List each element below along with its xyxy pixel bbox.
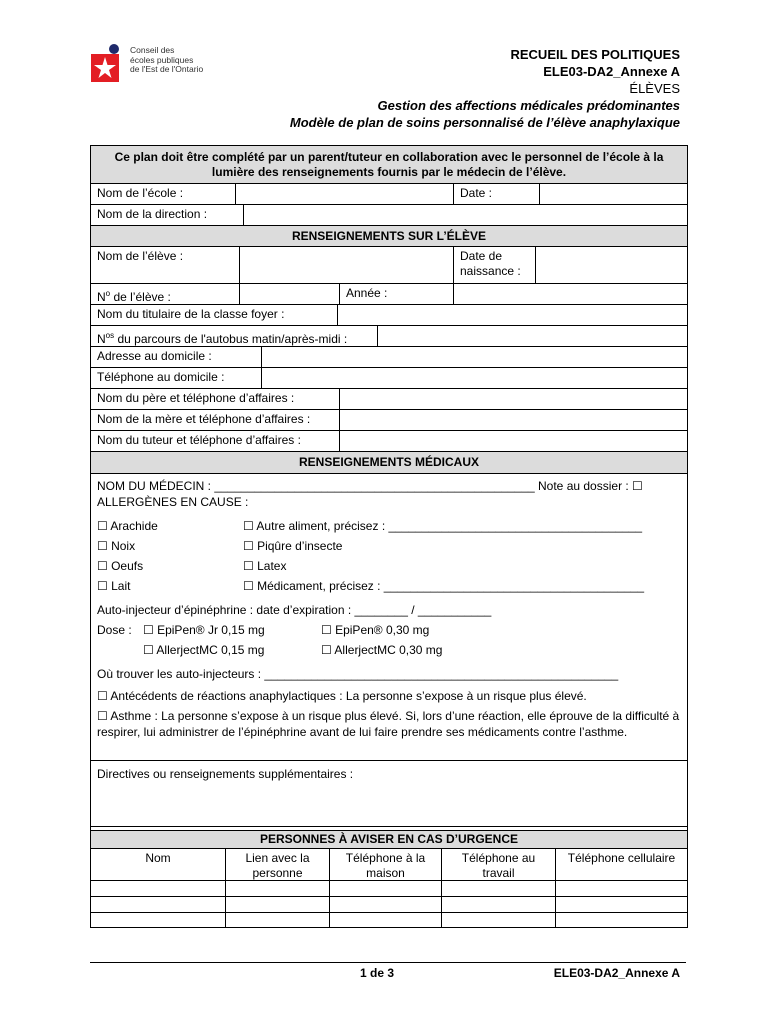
care-plan-form: [90, 145, 688, 928]
contacts-header-row: [91, 848, 687, 880]
logo-text: Conseil des écoles publiques de l'Est de l'Ontario: [130, 45, 204, 74]
direction-row: [91, 204, 687, 225]
logo-star-icon: [88, 42, 128, 84]
latex-checkbox[interactable]: ☐ Latex: [243, 559, 287, 573]
medical-info-block: [91, 473, 687, 760]
school-label: Nom de l’école :: [97, 186, 184, 200]
school-row: [91, 183, 687, 204]
year-label: Année :: [339, 284, 453, 304]
student-number-field[interactable]: [239, 284, 339, 304]
intro-text: Ce plan doit être complété par un parent/tuteur en collaboration avec le personnel de l’école à la lumière des renseignements fournis par le médecin de l’élève.: [114, 150, 664, 179]
contact-row[interactable]: [91, 912, 687, 927]
date-label: Date :: [453, 184, 539, 204]
bus-field[interactable]: [377, 326, 687, 346]
bus-row: [91, 325, 687, 346]
school-field[interactable]: [235, 184, 453, 204]
student-section-title: RENSEIGNEMENTS SUR L’ÉLÈVE: [291, 229, 487, 243]
phone-label: Téléphone au domicile :: [97, 370, 225, 384]
header-collection: RECUEIL DES POLITIQUES: [510, 47, 680, 62]
asthma-checkbox[interactable]: ☐ Asthme : La personne s’expose à un risque plus élevé. Si, lors d’une réaction, elle éprouve de la difficulté à respirer, lui administrer de l’épinéphrine avant de lui faire prendre ses médicaments contre l’asthme.: [97, 709, 680, 739]
allergens-label: ALLERGÈNES EN CAUSE :: [97, 495, 249, 509]
dose-label: Dose :: [97, 623, 132, 637]
teacher-field[interactable]: [337, 305, 687, 325]
logo: [88, 42, 218, 86]
doctor-line[interactable]: NOM DU MÉDECIN : ________________________________________________ Note au dossier : ☐: [97, 479, 643, 493]
address-label: Adresse au domicile :: [97, 349, 212, 363]
other-food-checkbox[interactable]: ☐ Autre aliment, précisez : ______________________________________: [243, 519, 643, 533]
peanut-checkbox[interactable]: ☐ Arachide: [97, 519, 158, 533]
student-number-row: [91, 283, 687, 304]
address-row: [91, 346, 687, 367]
year-field[interactable]: [453, 284, 687, 304]
col-relation: Lien avec la personne: [225, 849, 329, 880]
student-name-label: Nom de l’élève :: [97, 249, 184, 263]
col-cell-phone: Téléphone cellulaire: [555, 849, 687, 880]
footer-document-code: ELE03-DA2_Annexe A: [553, 966, 680, 980]
epipen-checkbox[interactable]: ☐ EpiPen® 0,30 mg: [321, 623, 430, 637]
phone-field[interactable]: [261, 368, 687, 388]
header-code: ELE03-DA2_Annexe A: [543, 64, 680, 79]
allerject-30-checkbox[interactable]: ☐ AllerjectMC 0,30 mg: [321, 643, 443, 657]
autoinjector-location[interactable]: Où trouver les auto-injecteurs : _____________________________________________________: [97, 667, 619, 681]
insect-checkbox[interactable]: ☐ Piqûre d’insecte: [243, 539, 343, 553]
student-name-field[interactable]: [239, 247, 453, 283]
allerject-15-checkbox[interactable]: ☐ AllerjectMC 0,15 mg: [143, 643, 265, 657]
page-number: 1 de 3: [360, 966, 395, 980]
guardian-row: [91, 430, 687, 451]
autoinjector-expiry[interactable]: Auto-injecteur d’épinéphrine : date d’expiration : ________ / ___________: [97, 603, 492, 617]
header-category: ÉLÈVES: [629, 81, 680, 96]
document-header: [290, 46, 680, 131]
col-home-phone: Téléphone à la maison: [329, 849, 441, 880]
father-field[interactable]: [339, 389, 687, 409]
guardian-label: Nom du tuteur et téléphone d’affaires :: [97, 433, 301, 447]
drug-checkbox[interactable]: ☐ Médicament, précisez : _______________________________________: [243, 579, 645, 593]
phone-row: [91, 367, 687, 388]
birth-label: Date de naissance :: [453, 247, 535, 283]
direction-label: Nom de la direction :: [97, 207, 208, 221]
col-work-phone: Téléphone au travail: [441, 849, 555, 880]
directives-row: [91, 760, 687, 826]
epipen-jr-checkbox[interactable]: ☐ EpiPen® Jr 0,15 mg: [143, 623, 265, 637]
direction-field[interactable]: [243, 205, 687, 225]
nuts-checkbox[interactable]: ☐ Noix: [97, 539, 136, 553]
mother-field[interactable]: [339, 410, 687, 430]
student-section-row: [91, 225, 687, 246]
teacher-label: Nom du titulaire de la classe foyer :: [97, 307, 285, 321]
header-title: Modèle de plan de soins personnalisé de l’élève anaphylaxique: [289, 115, 680, 130]
mother-label: Nom de la mère et téléphone d’affaires :: [97, 412, 311, 426]
footer-divider: [90, 962, 686, 963]
guardian-field[interactable]: [339, 431, 687, 451]
student-number-label: $N^o$ de l’élève :: [97, 289, 171, 304]
teacher-row: [91, 304, 687, 325]
contact-row[interactable]: [91, 896, 687, 912]
birth-field[interactable]: [535, 247, 687, 283]
father-label: Nom du père et téléphone d’affaires :: [97, 391, 295, 405]
contacts-section-title: PERSONNES À AVISER EN CAS D’URGENCE: [259, 832, 519, 846]
father-row: [91, 388, 687, 409]
address-field[interactable]: [261, 347, 687, 367]
mother-row: [91, 409, 687, 430]
intro-row: [91, 146, 687, 183]
student-name-row: [91, 246, 687, 283]
contacts-section-row: [91, 830, 687, 848]
eggs-checkbox[interactable]: ☐ Oeufs: [97, 559, 144, 573]
bus-label: $N^{os}$ du parcours de l'autobus matin/après-midi :: [97, 331, 348, 346]
contact-row[interactable]: [91, 880, 687, 896]
history-checkbox[interactable]: ☐ Antécédents de réactions anaphylactiques : La personne s’expose à un risque plus élevé.: [97, 689, 587, 703]
milk-checkbox[interactable]: ☐ Lait: [97, 579, 131, 593]
medical-section-row: [91, 451, 687, 473]
col-name: Nom: [145, 851, 171, 865]
medical-section-title: RENSEIGNEMENTS MÉDICAUX: [298, 455, 480, 469]
directives-label[interactable]: Directives ou renseignements supplémentaires :: [97, 767, 354, 781]
date-field[interactable]: [539, 184, 687, 204]
header-subject: Gestion des affections médicales prédominantes: [377, 98, 680, 113]
